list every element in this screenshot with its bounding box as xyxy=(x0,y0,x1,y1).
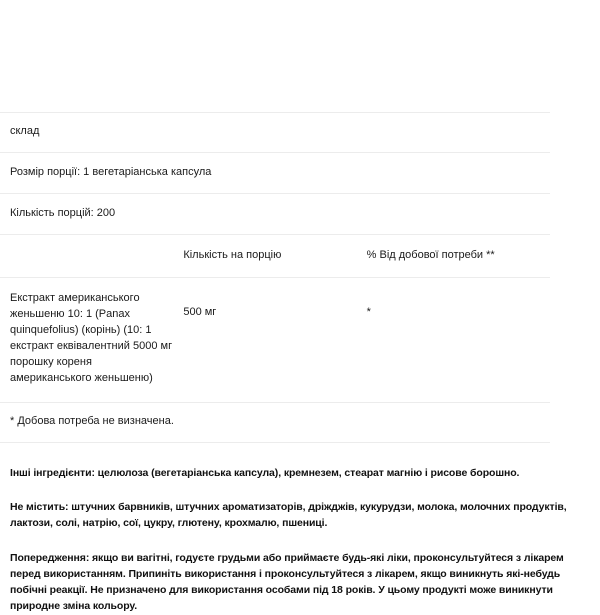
column-header-name xyxy=(0,234,183,278)
table-row-title xyxy=(0,113,550,153)
ingredient-amount: 500 мг xyxy=(183,306,217,319)
other-ingredients-text: Інші інгредієнти: целюлоза (вегетаріанська капсула), кремнезем, стеарат магнію і рисове борошно. xyxy=(10,466,520,479)
table-row-servings-per-container xyxy=(0,193,550,234)
table-row-serving-size xyxy=(0,152,550,193)
servings-per-container-text: Кількість порцій: 200 xyxy=(10,206,116,219)
daily-value-footnote: * Добова потреба не визначена. xyxy=(10,414,174,427)
serving-size-text: Розмір порції: 1 вегетаріанська капсула xyxy=(10,165,212,178)
top-spacer xyxy=(0,0,600,112)
supplement-facts-title: склад xyxy=(10,125,40,137)
notes-section xyxy=(0,465,600,615)
free-from-text: Не містить: штучних барвників, штучних ароматизаторів, дріжджів, кукурудзи, молока, молочних продуктів, лактози, солі, натрію, сої, цукру, глютену, крохмалю, пшениці. xyxy=(10,501,567,530)
ingredient-name: Екстракт американського женьшеню 10: 1 (Panax quinquefolius) (корінь) (10: 1 екстракт еквівалентний 5000 мг порошку кореня американського женьшеню) xyxy=(10,292,173,384)
supplement-facts-table xyxy=(0,112,550,443)
table-row xyxy=(0,278,550,403)
column-header-amount-per-serving: Кількість на порцію xyxy=(183,248,282,261)
ingredient-daily-value: * xyxy=(366,306,371,319)
table-row-footnote xyxy=(0,402,550,442)
warning-text: Попередження: якщо ви вагітні, годуєте грудьми або приймаєте будь-які ліки, проконсультуйтеся з лікарем перед використанням. Припиніть використання і проконсультуйтеся з лікарем, якщо виникнуть які-небудь побічні реакції. Не призначено для використання особами під 18 років. У цьому продукті може виникнути природне зміна кольору. xyxy=(10,551,564,613)
table-row-column-headers xyxy=(0,234,550,278)
column-header-percent-daily-value: % Від добової потреби ** xyxy=(366,248,495,261)
